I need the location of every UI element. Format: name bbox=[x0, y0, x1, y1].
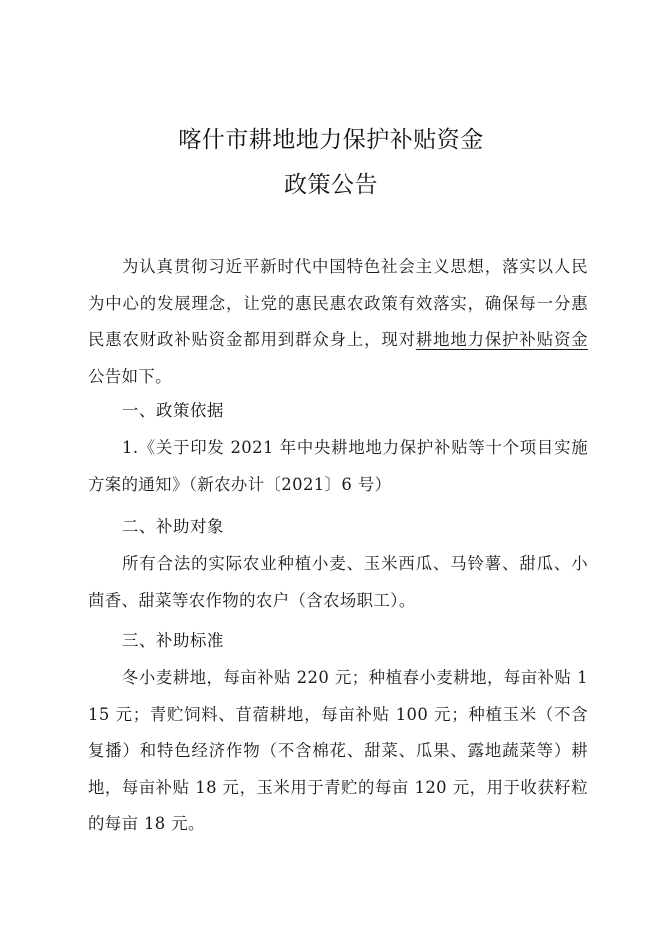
section-heading-subsidy-standard: 三、补助标准 bbox=[122, 631, 224, 650]
section-heading-subsidy-target: 二、补助对象 bbox=[122, 517, 224, 536]
underlined-subject: 耕地地力保护补贴资金 bbox=[415, 330, 588, 350]
intro-text: 为认真贯彻习近平新时代中国特色社会主义思想，落实以人民为中心的发展理念，让党的惠民惠农政策有效落实，确保每一分惠民惠农财政补贴资金都用到群众身上，现对 bbox=[88, 257, 588, 350]
intro-paragraph bbox=[88, 249, 588, 395]
subsidy-target-paragraph: 所有合法的实际农业种植小麦、玉米西瓜、马铃薯、甜瓜、小茴香、甜菜等农作物的农户（含农场职工）。 bbox=[88, 554, 588, 610]
document-subtitle: 政策公告 bbox=[284, 172, 378, 198]
subsidy-standard-paragraph: 冬小麦耕地，每亩补贴 220 元；种植春小麦耕地，每亩补贴 115 元；青贮饲料、苜蓿耕地，每亩补贴 100 元；种植玉米（不含复播）和特色经济作物（不含棉花、甜菜、瓜果、露地蔬菜等）耕地，每亩补贴 18 元，玉米用于青贮的每亩 120 元，用于收获籽粒的每亩 18 元。 bbox=[88, 668, 588, 834]
document-title: 喀什市耕地地力保护补贴资金 bbox=[178, 127, 484, 153]
policy-basis-paragraph: 1.《关于印发 2021 年中央耕地地力保护补贴等十个项目实施方案的通知》（新农办计〔2021〕6 号） bbox=[88, 438, 588, 494]
section-heading-policy-basis: 一、政策依据 bbox=[122, 401, 224, 420]
intro-ending: 公告如下。 bbox=[88, 366, 172, 386]
